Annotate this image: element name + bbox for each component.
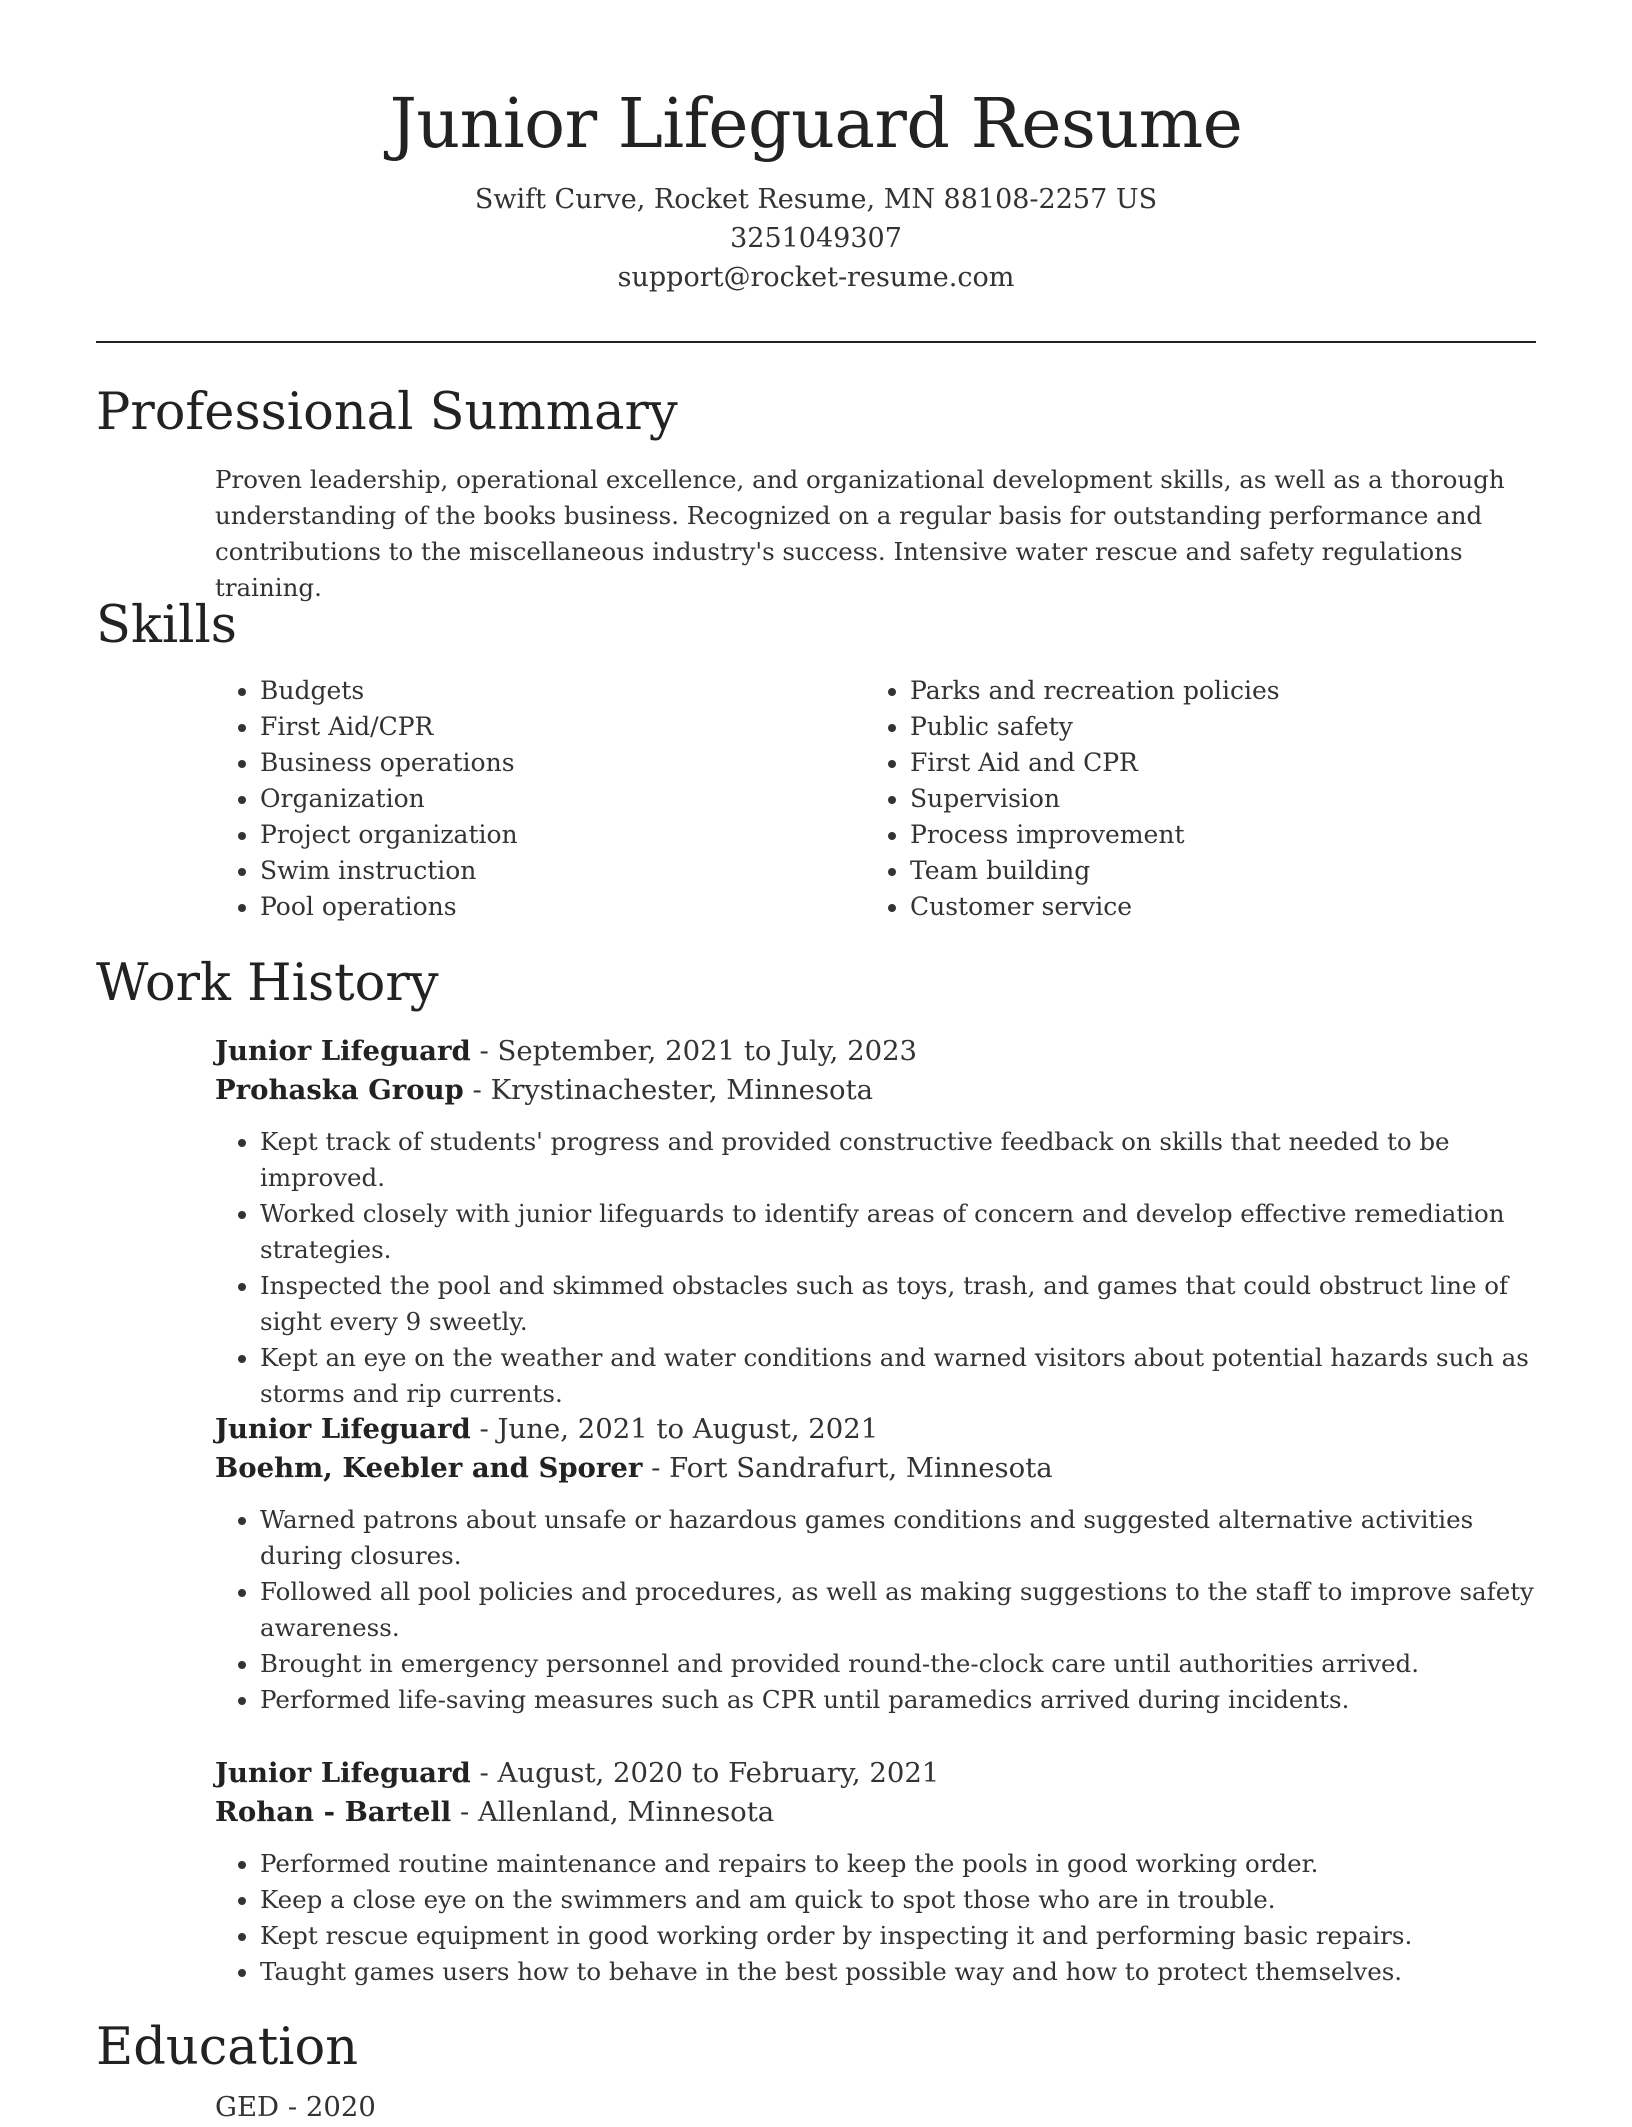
- job-location: - Krystinachester, Minnesota: [463, 1074, 874, 1106]
- contact-phone: 3251049307: [730, 223, 902, 254]
- job-duty: • Kept track of students' progress and provided constructive feedback on skills that needed to be improved.: [260, 1124, 1545, 1196]
- job-entry: [215, 1410, 1545, 1718]
- skills-column-2: [865, 673, 1280, 925]
- job-company: Prohaska Group: [215, 1074, 464, 1106]
- education-heading: Education: [96, 2018, 359, 2077]
- job-company: Rohan - Bartell: [215, 1796, 452, 1828]
- job-title: Junior Lifeguard: [215, 1035, 471, 1067]
- resume-title: Junior Lifeguard Resume: [389, 85, 1243, 164]
- job-company: Boehm, Keebler and Sporer: [215, 1452, 643, 1484]
- job-company-line: [215, 1071, 1545, 1110]
- job-duties: [215, 1846, 1545, 1990]
- job-duties: [215, 1124, 1545, 1412]
- job-entry: [215, 1754, 1545, 1990]
- job-entry: [215, 1032, 1545, 1412]
- contact-email: support@rocket-resume.com: [617, 262, 1015, 293]
- job-duties: [215, 1502, 1545, 1718]
- skill-item: • Supervision: [910, 781, 1280, 817]
- contact-info: [0, 180, 1632, 297]
- skill-item: • Parks and recreation policies: [910, 673, 1280, 709]
- job-title: Junior Lifeguard: [215, 1757, 471, 1789]
- job-duty: • Worked closely with junior lifeguards to identify areas of concern and develop effective remediation strategies.: [260, 1196, 1545, 1268]
- skills-heading: Skills: [96, 596, 237, 655]
- job-duty: • Keep a close eye on the swimmers and am quick to spot those who are in trouble.: [260, 1882, 1545, 1918]
- job-duty: • Kept rescue equipment in good working order by inspecting it and performing basic repairs.: [260, 1918, 1545, 1954]
- skill-item: • Budgets: [260, 673, 518, 709]
- skill-item: • Pool operations: [260, 889, 518, 925]
- skills-column-1: [215, 673, 518, 925]
- job-dates: - August, 2020 to February, 2021: [470, 1757, 940, 1789]
- job-dates: - June, 2021 to August, 2021: [470, 1413, 879, 1445]
- summary-heading: Professional Summary: [96, 383, 678, 442]
- job-title-line: [215, 1410, 1545, 1449]
- job-duty: • Kept an eye on the weather and water conditions and warned visitors about potential hazards such as storms and rip currents.: [260, 1340, 1545, 1412]
- header-divider: [96, 341, 1536, 343]
- resume-header: [0, 80, 1632, 297]
- summary-text: Proven leadership, operational excellence, and organizational development skills, as well as a thorough understanding of the books business. Recognized on a regular basis for outstanding performance and contributions to the miscellaneous industry's success. Intensive water rescue and safety regulations training.: [215, 465, 1505, 602]
- job-title-line: [215, 1754, 1545, 1793]
- job-duty: • Followed all pool policies and procedures, as well as making suggestions to the staff to improve safety awareness.: [260, 1574, 1545, 1646]
- contact-address: Swift Curve, Rocket Resume, MN 88108-2257 US: [474, 184, 1158, 215]
- skill-item: • First Aid and CPR: [910, 745, 1280, 781]
- job-duty: • Performed routine maintenance and repairs to keep the pools in good working order.: [260, 1846, 1545, 1882]
- job-duty: • Warned patrons about unsafe or hazardous games conditions and suggested alternative activities during closures.: [260, 1502, 1545, 1574]
- skill-item: • Process improvement: [910, 817, 1280, 853]
- skill-item: • Team building: [910, 853, 1280, 889]
- job-duty: • Performed life-saving measures such as CPR until paramedics arrived during incidents.: [260, 1682, 1545, 1718]
- job-company-line: [215, 1449, 1545, 1488]
- skill-item: • Business operations: [260, 745, 518, 781]
- skill-item: • First Aid/CPR: [260, 709, 518, 745]
- job-location: - Fort Sandrafurt, Minnesota: [642, 1452, 1053, 1484]
- skill-item: • Public safety: [910, 709, 1280, 745]
- skill-item: • Organization: [260, 781, 518, 817]
- job-duty: • Brought in emergency personnel and provided round-the-clock care until authorities arrived.: [260, 1646, 1545, 1682]
- job-duty: • Inspected the pool and skimmed obstacles such as toys, trash, and games that could obstruct line of sight every 9 sweetly.: [260, 1268, 1545, 1340]
- job-location: - Allenland, Minnesota: [451, 1796, 775, 1828]
- skill-item: • Project organization: [260, 817, 518, 853]
- skill-item: • Swim instruction: [260, 853, 518, 889]
- work-history-heading: Work History: [96, 954, 439, 1013]
- job-title-line: [215, 1032, 1545, 1071]
- education-entry: GED - 2020: [215, 2091, 376, 2123]
- job-title: Junior Lifeguard: [215, 1413, 471, 1445]
- skill-item: • Customer service: [910, 889, 1280, 925]
- job-duty: • Taught games users how to behave in the best possible way and how to protect themselves.: [260, 1954, 1545, 1990]
- job-dates: - September, 2021 to July, 2023: [470, 1035, 918, 1067]
- job-company-line: [215, 1793, 1545, 1832]
